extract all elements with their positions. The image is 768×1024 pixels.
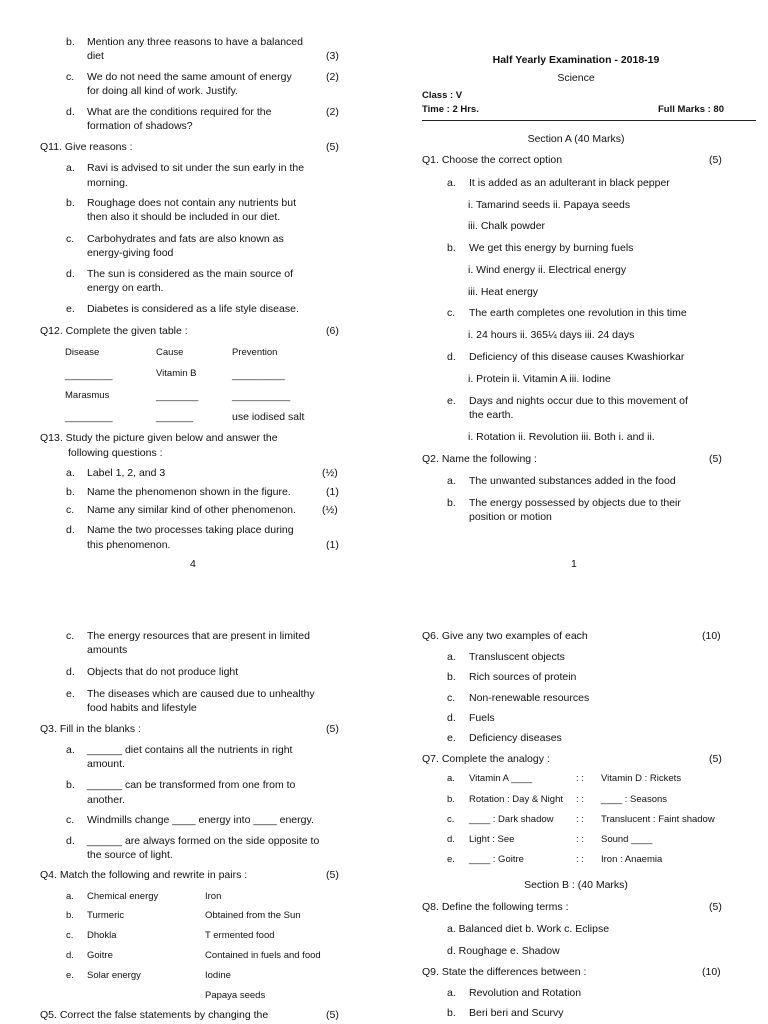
q1-text: Q1. Choose the correct option (422, 154, 563, 166)
q7d-label: d. (447, 834, 455, 845)
q11b-label: b. (66, 197, 75, 209)
q4-marks: (5) (326, 869, 339, 881)
q7e-label: e. (447, 854, 455, 865)
q9-text: Q9. State the differences between : (422, 966, 587, 978)
q3a-label: a. (66, 744, 75, 756)
q1c-label: c. (447, 307, 456, 319)
q1a-opt2: iii. Chalk powder (468, 220, 546, 232)
q4b-right: Obtained from the Sun (205, 910, 301, 921)
q6b-label: b. (447, 671, 456, 683)
exam-full-marks: Full Marks : 80 (658, 104, 724, 115)
q1-marks: (5) (709, 154, 722, 166)
q9a-label: a. (447, 987, 456, 999)
q3c-label: c. (66, 814, 75, 826)
q4c-label: c. (66, 930, 74, 941)
page-2 (0, 512, 384, 1024)
q7a-sep: : : (576, 773, 584, 784)
q2d-text: Objects that do not produce light (87, 666, 239, 678)
q1e-opt1: i. Rotation ii. Revolution iii. Both i. and ii. (468, 431, 655, 443)
q7-marks: (5) (709, 753, 722, 765)
q13c-line1: Name any similar kind of other phenomenon. (87, 504, 296, 516)
q12-r2-prevention: ___________ (232, 391, 291, 402)
q11e-line1: Diabetes is considered as a life style disease. (87, 303, 299, 315)
q12-r3-cause: _______ (156, 412, 193, 423)
q4b-left: Turmeric (87, 910, 125, 921)
q9b-text: Beri beri and Scurvy (469, 1007, 564, 1019)
q10c-line2: for doing all kind of work. Justify. (87, 85, 238, 97)
page-number-1: 1 (571, 558, 577, 570)
q4c-right: T ermented food (205, 930, 275, 941)
q11c-line1: Carbohydrates and fats are also known as (87, 233, 284, 245)
q6d-text: Fuels (469, 712, 495, 724)
exam-title: Half Yearly Examination - 2018-19 (492, 54, 660, 66)
q4d-label: d. (66, 950, 74, 961)
q3d-line2: the source of light. (87, 849, 173, 861)
q1d-label: d. (447, 351, 456, 363)
q11d-label: d. (66, 268, 75, 280)
q13b-marks: (1) (326, 486, 339, 498)
q8-marks: (5) (709, 901, 722, 913)
q1b-opt1: i. Wind energy ii. Electrical energy (468, 264, 627, 276)
q3b-label: b. (66, 779, 75, 791)
q2e-label: e. (66, 688, 75, 700)
q10c-label: c. (66, 71, 75, 83)
q2b-label: b. (447, 497, 456, 509)
q6a-text: Transluscent objects (469, 651, 565, 663)
q3-marks: (5) (326, 723, 339, 735)
q13a-line1: Label 1, 2, and 3 (87, 467, 166, 479)
q13c-marks: (½) (322, 504, 338, 516)
q4c-left: Dhokla (87, 930, 117, 941)
q1c-text: The earth completes one revolution in this time (469, 307, 687, 319)
q3c-text: Windmills change ____ energy into ____ energy. (87, 814, 314, 826)
q13-line2: following questions : (68, 447, 163, 459)
q7d-sep: : : (576, 834, 584, 845)
q11d-line2: energy on earth. (87, 282, 164, 294)
q10b-label: b. (66, 36, 75, 48)
header-divider (422, 120, 756, 121)
q12-text: Q12. Complete the given table : (40, 325, 188, 337)
q4d-left: Goitre (87, 950, 113, 961)
q13b-line1: Name the phenomenon shown in the figure. (87, 486, 291, 498)
q12-r3-disease: _________ (65, 412, 113, 423)
q1a-opt1: i. Tamarind seeds ii. Papaya seeds (468, 199, 631, 211)
q9b-label: b. (447, 1007, 456, 1019)
q4a-left: Chemical energy (87, 891, 159, 902)
q2-marks: (5) (709, 453, 722, 465)
q1b-text: We get this energy by burning fuels (469, 242, 634, 254)
q7c-label: c. (447, 814, 455, 825)
q7e-left: ____ : Goitre (469, 854, 524, 865)
q11a-line1: Ravi is advised to sit under the sun early in the (87, 162, 305, 174)
q12-header-cause: Cause (156, 347, 184, 358)
q2c-line1: The energy resources that are present in limited (87, 630, 310, 642)
section-b-heading: Section B : (40 Marks) (524, 879, 628, 891)
q4f-right: Papaya seeds (205, 990, 266, 1001)
exam-time: Time : 2 Hrs. (422, 104, 479, 115)
q10b-line2: diet (87, 50, 104, 62)
q11b-line1: Roughage does not contain any nutrients but (87, 197, 296, 209)
q7b-left: Rotation : Day & Night (469, 794, 563, 805)
q13d-label: d. (66, 524, 75, 536)
q12-r2-disease: Marasmus (65, 390, 110, 401)
q3b-line1: ______ can be transformed from one from to (87, 779, 296, 791)
q13a-label: a. (66, 467, 75, 479)
page-1 (384, 0, 768, 512)
q3a-line1: ______ diet contains all the nutrients in right (87, 744, 293, 756)
q2b-line1: The energy possessed by objects due to their (469, 497, 681, 509)
q1d-text: Deficiency of this disease causes Kwashiorkar (469, 351, 685, 363)
q7c-left: ____ : Dark shadow (469, 814, 554, 825)
q10d-label: d. (66, 106, 75, 118)
q6-text: Q6. Give any two examples of each (422, 630, 588, 642)
q6c-label: c. (447, 692, 456, 704)
q12-r1-prevention: __________ (232, 370, 285, 381)
q7e-sep: : : (576, 854, 584, 865)
q7a-label: a. (447, 773, 455, 784)
q11-text: Q11. Give reasons : (40, 141, 133, 153)
q10d-line2: formation of shadows? (87, 120, 193, 132)
q12-r2-cause: ________ (156, 391, 199, 402)
q4e-right: Iodine (205, 970, 231, 981)
q3d-line1: ______ are always formed on the side opposite to (87, 835, 320, 847)
q2d-label: d. (66, 666, 75, 678)
q1e-line2: the earth. (469, 409, 514, 421)
q8-line1: a. Balanced diet b. Work c. Eclipse (447, 923, 610, 935)
page-number-4: 4 (190, 558, 196, 570)
q1c-opt1: i. 24 hours ii. 365¼ days iii. 24 days (468, 329, 635, 341)
q7-text: Q7. Complete the analogy : (422, 753, 550, 765)
q2e-line2: food habits and lifestyle (87, 702, 197, 714)
q13c-label: c. (66, 504, 75, 516)
q4e-label: e. (66, 970, 74, 981)
q11b-line2: then also it should be included in our diet. (87, 211, 281, 223)
q8-text: Q8. Define the following terms : (422, 901, 569, 913)
q5-text: Q5. Correct the false statements by changing the (40, 1009, 269, 1021)
q7a-right: Vitamin D : Rickets (601, 773, 682, 784)
q6-marks: (10) (702, 630, 721, 642)
q7d-left: Light : See (469, 834, 515, 845)
q1b-label: b. (447, 242, 456, 254)
q11a-label: a. (66, 162, 75, 174)
q7c-sep: : : (576, 814, 584, 825)
q6d-label: d. (447, 712, 456, 724)
q4a-label: a. (66, 891, 74, 902)
q13d-marks: (1) (326, 539, 339, 551)
q11e-label: e. (66, 303, 75, 315)
q12-marks: (6) (326, 325, 339, 337)
q7a-left: Vitamin A ____ (469, 773, 533, 784)
q7b-label: b. (447, 794, 455, 805)
q3a-line2: amount. (87, 758, 125, 770)
section-a-heading: Section A (40 Marks) (527, 133, 625, 145)
q10c-line1: We do not need the same amount of energy (87, 71, 292, 83)
q12-r1-cause: Vitamin B (156, 368, 197, 379)
q7d-right: Sound ____ (601, 834, 653, 845)
q4b-label: b. (66, 910, 74, 921)
page-4 (0, 0, 384, 516)
q10b-marks: (3) (326, 50, 339, 62)
q11d-line1: The sun is considered as the main source of (87, 268, 294, 280)
q3-text: Q3. Fill in the blanks : (40, 723, 141, 735)
q1b-opt2: iii. Heat energy (468, 286, 539, 298)
q11-marks: (5) (326, 141, 339, 153)
q9a-text: Revolution and Rotation (469, 987, 582, 999)
q1e-line1: Days and nights occur due to this movement of (469, 395, 688, 407)
q2a-label: a. (447, 475, 456, 487)
q6c-text: Non-renewable resources (469, 692, 590, 704)
q8-line2: d. Roughage e. Shadow (447, 945, 560, 957)
q13b-label: b. (66, 486, 75, 498)
q6a-label: a. (447, 651, 456, 663)
q11a-line2: morning. (87, 177, 128, 189)
q12-r3-prevention: use iodised salt (232, 411, 305, 423)
q1a-text: It is added as an adulterant in black pepper (469, 177, 670, 189)
q13a-marks: (½) (322, 467, 338, 479)
q7b-sep: : : (576, 794, 584, 805)
q7b-right: ____ : Seasons (601, 794, 668, 805)
page-3 (384, 512, 768, 1024)
q10d-line1: What are the conditions required for the (87, 106, 272, 118)
q10c-marks: (2) (326, 71, 339, 83)
q3d-label: d. (66, 835, 75, 847)
q4d-right: Contained in fuels and food (205, 950, 321, 961)
q4-text: Q4. Match the following and rewrite in pairs : (40, 869, 248, 881)
q10b-line1: Mention any three reasons to have a balanced (87, 36, 303, 48)
q11c-line2: energy-giving food (87, 247, 174, 259)
q2a-text: The unwanted substances added in the food (469, 475, 676, 487)
q7c-right: Translucent : Faint shadow (601, 814, 715, 825)
q6e-label: e. (447, 732, 456, 744)
exam-class: Class : V (422, 90, 463, 101)
q2c-label: c. (66, 630, 75, 642)
q1e-label: e. (447, 395, 456, 407)
q1d-opt1: i. Protein ii. Vitamin A iii. Iodine (468, 373, 611, 385)
q9-marks: (10) (702, 966, 721, 978)
q5-marks: (5) (326, 1009, 339, 1021)
q7e-right: Iron : Anaemia (601, 854, 663, 865)
q2e-line1: The diseases which are caused due to unhealthy (87, 688, 315, 700)
q4a-right: Iron (205, 891, 222, 902)
q12-r1-disease: _________ (65, 370, 113, 381)
q13d-line2: this phenomenon. (87, 539, 171, 551)
q2-text: Q2. Name the following : (422, 453, 537, 465)
q13d-line1: Name the two processes taking place during (87, 524, 294, 536)
q1a-label: a. (447, 177, 456, 189)
q4e-left: Solar energy (87, 970, 141, 981)
exam-subject: Science (557, 72, 595, 84)
q10d-marks: (2) (326, 106, 339, 118)
q3b-line2: another. (87, 794, 125, 806)
q13-line1: Q13. Study the picture given below and answer the (40, 432, 278, 444)
q2b-line2: position or motion (469, 511, 552, 523)
q2c-line2: amounts (87, 644, 128, 656)
q6e-text: Deficiency diseases (469, 732, 562, 744)
q11c-label: c. (66, 233, 75, 245)
q12-header-prevention: Prevention (232, 347, 278, 358)
q6b-text: Rich sources of protein (469, 671, 577, 683)
q12-header-disease: Disease (65, 347, 100, 358)
